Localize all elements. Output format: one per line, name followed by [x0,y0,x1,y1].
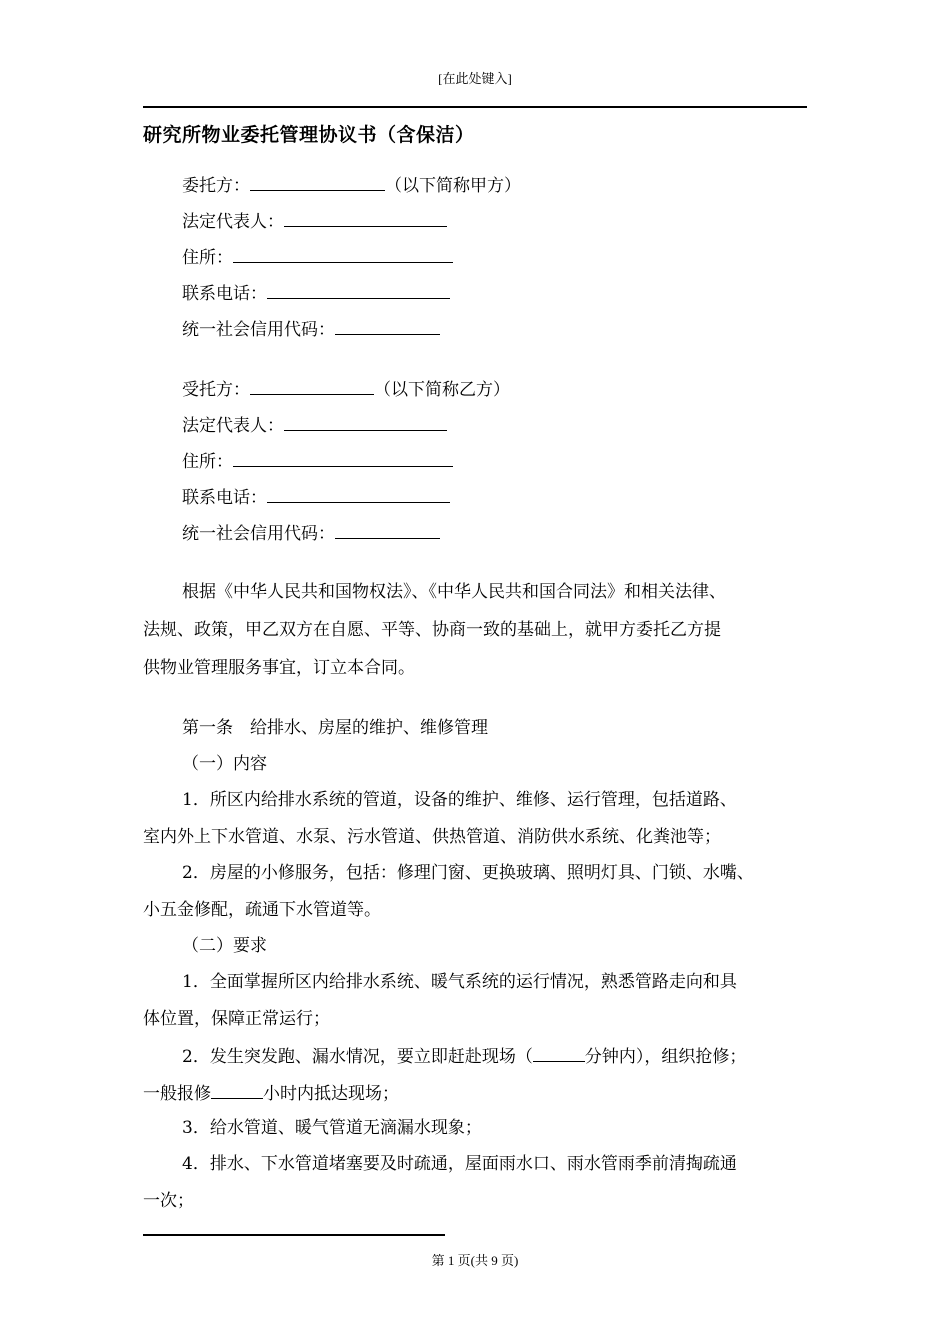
preamble-line-3: 供物业管理服务事宜，订立本合同。 [143,658,415,678]
req-2-hours-blank[interactable] [211,1080,263,1099]
party-a-entrust-label: 委托方： [182,176,250,196]
party-a-credit-code-label: 统一社会信用代码： [182,320,335,340]
party-a-address-blank[interactable] [233,244,453,263]
article-1-req-1-line-1: 1．全面掌握所区内给排水系统、暖气系统的运行情况，熟悉管路走向和具 [182,972,737,992]
party-b-credit-code-label: 统一社会信用代码： [182,524,335,544]
article-1-req-heading: （二）要求 [182,936,267,956]
req-2-text-c: 一般报修 [143,1084,211,1104]
party-b-entrust-blank[interactable] [250,376,374,395]
party-a-legal-rep-label: 法定代表人： [182,212,284,232]
req-2-text-b: 分钟内），组织抢修； [584,1047,747,1067]
party-a-address-line [182,244,453,270]
article-1-req-4-line-2: 一次； [143,1191,194,1211]
party-a-phone-blank[interactable] [267,280,450,299]
article-1-item-1-line-1: 1．所区内给排水系统的管道，设备的维护、维修、运行管理，包括道路、 [182,790,737,810]
party-b-address-label: 住所： [182,452,233,472]
party-a-phone-line [182,280,450,306]
party-b-address-blank[interactable] [233,448,453,467]
party-b-address-line [182,448,453,474]
article-1-req-1-line-2: 体位置，保障正常运行； [143,1009,330,1029]
party-a-credit-code-blank[interactable] [335,316,440,335]
footer-rule [143,1234,445,1236]
party-b-phone-label: 联系电话： [182,488,267,508]
party-b-legal-rep-blank[interactable] [284,412,447,431]
article-1-req-2-line-2 [143,1080,399,1106]
party-b-legal-rep-line [182,412,447,438]
article-1-item-2-line-2: 小五金修配，疏通下水管道等。 [143,900,381,920]
article-1-content-heading: （一）内容 [182,754,267,774]
party-a-legal-rep-line [182,208,447,234]
page-header: [在此处键入] [438,71,512,86]
page-footer: 第 1 页(共 9 页) [431,1253,519,1268]
article-1-item-1-line-2: 室内外上下水管道、水泵、污水管道、供热管道、消防供水系统、化粪池等； [143,827,721,847]
preamble-line-1: 根据《中华人民共和国物权法》、《中华人民共和国合同法》和相关法律、 [182,582,726,602]
article-1-item-2-line-1: 2．房屋的小修服务，包括：修理门窗、更换玻璃、照明灯具、门锁、水嘴、 [182,863,754,883]
party-b-entrust-line [182,376,510,402]
party-b-entrust-suffix: （以下简称乙方） [374,380,510,400]
party-b-credit-code-line [182,520,440,546]
party-a-entrust-suffix: （以下简称甲方） [385,176,521,196]
preamble-line-2: 法规、政策，甲乙双方在自愿、平等、协商一致的基础上，就甲方委托乙方提 [143,620,721,640]
party-b-legal-rep-label: 法定代表人： [182,416,284,436]
party-b-entrust-label: 受托方： [182,380,250,400]
req-2-text-d: 小时内抵达现场； [263,1084,399,1104]
party-b-phone-line [182,484,450,510]
party-b-credit-code-blank[interactable] [335,520,440,539]
party-a-entrust-line [182,172,521,198]
article-1-req-2-line-1 [182,1043,746,1069]
req-2-text-a: 2．发生突发跑、漏水情况，要立即赶赴现场（ [182,1047,533,1067]
party-a-phone-label: 联系电话： [182,284,267,304]
party-a-address-label: 住所： [182,248,233,268]
article-1-req-3: 3．给水管道、暖气管道无滴漏水现象； [182,1118,482,1138]
document-title: 研究所物业委托管理协议书（含保洁） [143,124,475,146]
article-1-req-4-line-1: 4．排水、下水管道堵塞要及时疏通，屋面雨水口、雨水管雨季前清掏疏通 [182,1154,737,1174]
party-a-entrust-blank[interactable] [250,172,385,191]
party-a-credit-code-line [182,316,440,342]
header-rule [143,106,807,108]
party-b-phone-blank[interactable] [267,484,450,503]
article-1-heading: 第一条 给排水、房屋的维护、维修管理 [182,718,488,738]
party-a-legal-rep-blank[interactable] [284,208,447,227]
req-2-minutes-blank[interactable] [533,1043,585,1062]
